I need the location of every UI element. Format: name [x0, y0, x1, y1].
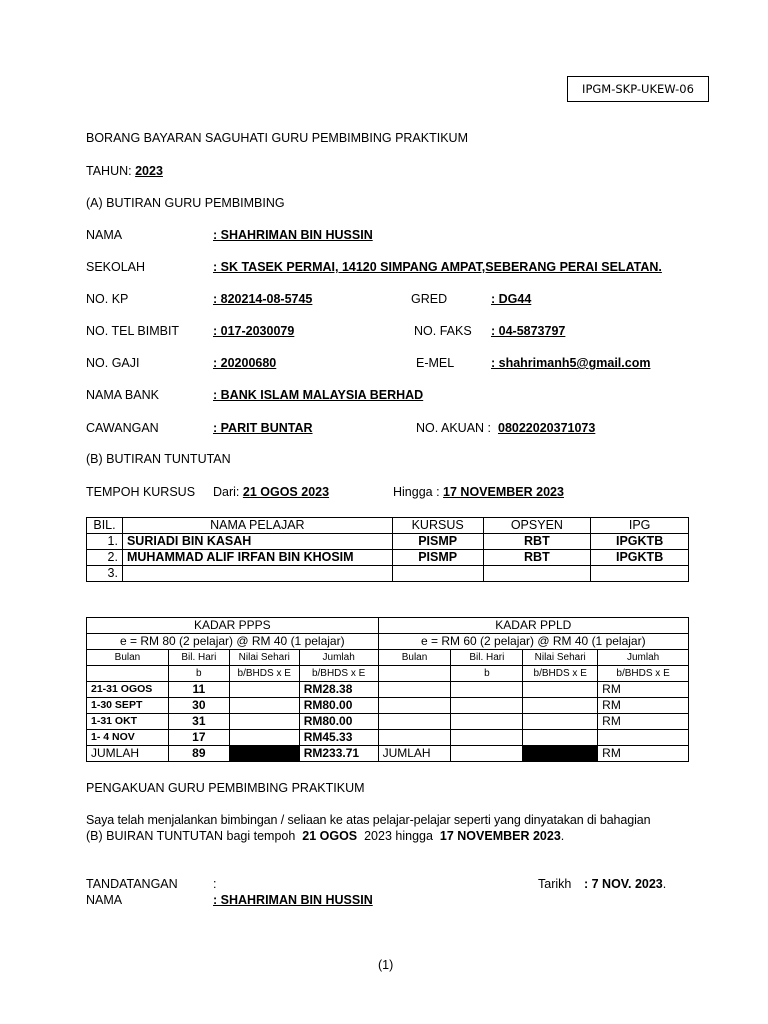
total-jumlah-ppld: RM: [598, 746, 689, 762]
rate-nilai-ppld: [523, 730, 598, 746]
header-nilai-sehari-ppld: Nilai Sehari: [523, 650, 598, 666]
nama-bank-label: NAMA BANK: [86, 388, 159, 402]
header-kursus: KURSUS: [392, 518, 483, 534]
rate-hari-ppld: [451, 682, 523, 698]
table-row: [87, 698, 689, 714]
rates-total-row: [87, 746, 689, 762]
tarikh-end: .: [662, 877, 667, 891]
hingga-group: [393, 485, 564, 499]
tandatangan-colon: :: [213, 877, 217, 891]
rate-nilai-ppld: [523, 682, 598, 698]
cawangan-label: CAWANGAN: [86, 421, 159, 435]
total-hari-ppld: [451, 746, 523, 762]
subheader-empty: [87, 666, 169, 682]
tarikh-label: Tarikh: [538, 877, 572, 891]
sekolah-value: : SK TASEK PERMAI, 14120 SIMPANG AMPAT,SEBERANG PERAI SELATAN.: [213, 260, 662, 274]
cawangan-value: : PARIT BUNTAR: [213, 421, 313, 435]
nama-sign-label: NAMA: [86, 893, 123, 907]
header-bil-hari-ppld: Bil. Hari: [451, 650, 523, 666]
dari-label: Dari:: [213, 485, 240, 499]
student-kursus: PISMP: [392, 550, 483, 566]
subheader-jumlah: b/BHDS x E: [299, 666, 378, 682]
table-row: [87, 534, 689, 550]
no-akaun-value: 08022020371073: [498, 421, 596, 435]
nama-value-text: : SHAHRIMAN BIN HUSSIN: [213, 228, 373, 242]
rate-nilai: [229, 730, 299, 746]
student-nama: [122, 566, 392, 582]
rate-nilai: [229, 698, 299, 714]
total-label: JUMLAH: [87, 746, 169, 762]
rate-bulan: 21-31 OGOS: [87, 682, 169, 698]
nama-bank-value: : BANK ISLAM MALAYSIA BERHAD: [213, 388, 424, 402]
total-jumlah: RM233.71: [299, 746, 378, 762]
header-nilai-sehari: Nilai Sehari: [229, 650, 299, 666]
student-bil: 1.: [87, 534, 123, 550]
student-opsyen: RBT: [483, 534, 591, 550]
table-row: [87, 566, 689, 582]
header-nama-pelajar: NAMA PELAJAR: [122, 518, 392, 534]
pengakuan-line1: Saya telah menjalankan bimbingan / seliaan ke atas pelajar-pelajar seperti yang dinyatakan di bahagian: [86, 813, 651, 827]
pengakuan-heading: PENGAKUAN GURU PEMBIMBING PRAKTIKUM: [86, 781, 365, 795]
subheader-nilai: b/BHDS x E: [229, 666, 299, 682]
table-row: [87, 714, 689, 730]
subheader-nilai-ppld: b/BHDS x E: [523, 666, 598, 682]
pengakuan-line2-e: .: [560, 829, 565, 843]
table-row: [87, 730, 689, 746]
subheader-empty-ppld: [378, 666, 451, 682]
tempoh-label: TEMPOH KURSUS: [86, 485, 196, 499]
hingga-value: 17 NOVEMBER 2023: [443, 485, 564, 499]
no-kp-label: NO. KP: [86, 292, 129, 306]
ppld-rate: e = RM 60 (2 pelajar) @ RM 40 (1 pelajar): [378, 634, 688, 650]
no-faks-label: NO. FAKS: [414, 324, 472, 338]
rate-nilai-ppld: [523, 714, 598, 730]
rate-jumlah: RM28.38: [299, 682, 378, 698]
header-bulan-ppld: Bulan: [378, 650, 451, 666]
gred-label: GRED: [411, 292, 448, 306]
rate-jumlah-ppld: RM: [598, 698, 689, 714]
student-kursus: PISMP: [392, 534, 483, 550]
section-b-heading: (B) BUTIRAN TUNTUTAN: [86, 452, 231, 466]
student-bil: 2.: [87, 550, 123, 566]
rates-formula-row: [87, 634, 689, 650]
year-row: [86, 164, 163, 178]
header-bil: BIL.: [87, 518, 123, 534]
student-ipg: IPGKTB: [591, 550, 689, 566]
rate-bulan: 1- 4 NOV: [87, 730, 169, 746]
no-gaji-label: NO. GAJI: [86, 356, 140, 370]
header-bil-hari: Bil. Hari: [168, 650, 229, 666]
hingga-label: Hingga :: [393, 485, 440, 499]
rate-bulan: 1-30 SEPT: [87, 698, 169, 714]
rate-jumlah-ppld: [598, 730, 689, 746]
rate-hari: 30: [168, 698, 229, 714]
table-row: [87, 682, 689, 698]
rate-hari: 11: [168, 682, 229, 698]
year-label: TAHUN:: [86, 164, 132, 178]
subheader-b-ppld: b: [451, 666, 523, 682]
pengakuan-line2: [86, 829, 564, 843]
rate-hari-ppld: [451, 730, 523, 746]
header-jumlah-ppld: Jumlah: [598, 650, 689, 666]
students-header-row: [87, 518, 689, 534]
rate-bulan: 1-31 OKT: [87, 714, 169, 730]
ppps-rate: e = RM 80 (2 pelajar) @ RM 40 (1 pelajar): [87, 634, 379, 650]
rate-hari: 31: [168, 714, 229, 730]
rate-bulan-ppld: [378, 714, 451, 730]
tarikh-value: : 7 NOV. 2023: [584, 877, 663, 891]
pengakuan-line2-a: (B) BUIRAN TUNTUTAN bagi tempoh: [86, 829, 296, 843]
rate-hari: 17: [168, 730, 229, 746]
rates-title-row: [87, 618, 689, 634]
tandatangan-label: TANDATANGAN: [86, 877, 178, 891]
nama-sign-value: : SHAHRIMAN BIN HUSSIN: [213, 893, 373, 907]
rates-subheader-row: [87, 666, 689, 682]
pengakuan-line2-b: 21 OGOS: [302, 829, 358, 843]
no-akaun-label: NO. AKUAN :: [416, 421, 492, 435]
student-ipg: [591, 566, 689, 582]
tarikh-group: [584, 877, 666, 891]
rate-bulan-ppld: [378, 682, 451, 698]
rate-jumlah-ppld: RM: [598, 682, 689, 698]
student-kursus: [392, 566, 483, 582]
students-table: [86, 517, 689, 582]
header-ipg: IPG: [591, 518, 689, 534]
sekolah-label: SEKOLAH: [86, 260, 146, 274]
year-value: 2023: [135, 164, 163, 178]
header-opsyen: OPSYEN: [483, 518, 591, 534]
total-label-ppld: JUMLAH: [378, 746, 451, 762]
pengakuan-line2-c: 2023 hingga: [364, 829, 433, 843]
no-gaji-value: : 20200680: [213, 356, 277, 370]
student-nama: MUHAMMAD ALIF IRFAN BIN KHOSIM: [122, 550, 392, 566]
rate-jumlah: RM80.00: [299, 714, 378, 730]
rates-header-row: [87, 650, 689, 666]
total-nilai-blackout: [229, 746, 299, 762]
kadar-ppps-title: KADAR PPPS: [87, 618, 379, 634]
emel-label: E-MEL: [416, 356, 455, 370]
rate-bulan-ppld: [378, 698, 451, 714]
student-nama: SURIADI BIN KASAH: [122, 534, 392, 550]
form-title: BORANG BAYARAN SAGUHATI GURU PEMBIMBING PRAKTIKUM: [86, 131, 468, 145]
student-opsyen: RBT: [483, 550, 591, 566]
kadar-ppld-title: KADAR PPLD: [378, 618, 688, 634]
gred-value: : DG44: [491, 292, 532, 306]
nama-value: [213, 228, 373, 242]
form-code-box: IPGM-SKP-UKEW-06: [567, 76, 709, 102]
table-row: [87, 550, 689, 566]
emel-value: : shahrimanh5@gmail.com: [491, 356, 651, 370]
rate-nilai-ppld: [523, 698, 598, 714]
header-jumlah: Jumlah: [299, 650, 378, 666]
rate-nilai: [229, 682, 299, 698]
rates-table: [86, 617, 689, 762]
pengakuan-line2-d: 17 NOVEMBER 2023: [439, 829, 561, 843]
rate-bulan-ppld: [378, 730, 451, 746]
header-bulan: Bulan: [87, 650, 169, 666]
dari-group: [213, 485, 329, 499]
page-number: (1): [378, 958, 394, 972]
rate-jumlah: RM45.33: [299, 730, 378, 746]
rate-hari-ppld: [451, 698, 523, 714]
student-ipg: IPGKTB: [591, 534, 689, 550]
section-a-heading: (A) BUTIRAN GURU PEMBIMBING: [86, 196, 285, 210]
no-tel-value: : 017-2030079: [213, 324, 295, 338]
rate-jumlah-ppld: RM: [598, 714, 689, 730]
subheader-jumlah-ppld: b/BHDS x E: [598, 666, 689, 682]
no-kp-value: : 820214-08-5745: [213, 292, 313, 306]
rate-hari-ppld: [451, 714, 523, 730]
no-tel-label: NO. TEL BIMBIT: [86, 324, 180, 338]
no-faks-value: : 04-5873797: [491, 324, 566, 338]
dari-value: 21 OGOS 2023: [242, 485, 330, 499]
subheader-b: b: [168, 666, 229, 682]
total-hari: 89: [168, 746, 229, 762]
student-bil: 3.: [87, 566, 123, 582]
nama-label: NAMA: [86, 228, 123, 242]
rate-jumlah: RM80.00: [299, 698, 378, 714]
rate-nilai: [229, 714, 299, 730]
student-opsyen: [483, 566, 591, 582]
total-nilai-blackout-ppld: [523, 746, 598, 762]
